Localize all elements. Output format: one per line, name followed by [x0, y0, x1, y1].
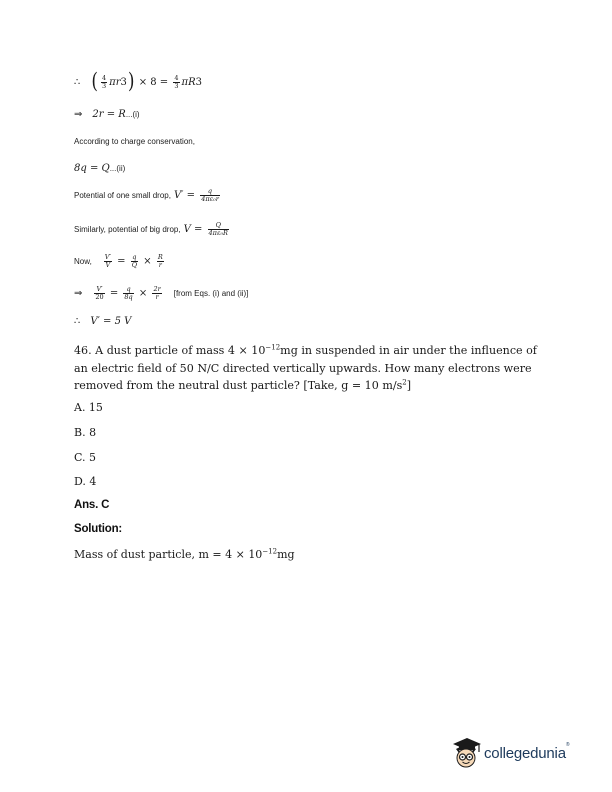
equation-radius: ⇒ 2r = R ...(i) — [74, 109, 140, 120]
implies-symbol: ⇒ — [74, 109, 83, 120]
potential-big-drop: Similarly, potential of big drop, V = $\frac{Q}{\text{4πε₀R}}$ — [74, 221, 228, 237]
result-equation: ∴ V′ = 5 V — [74, 316, 132, 327]
solution-mass-line: Mass of dust particle, $m = 4 \times 10^{-12}mg$ — [74, 547, 295, 561]
equation-charge: 8q = Q ...(ii) — [74, 163, 126, 174]
conservation-statement: According to charge conservation, — [74, 137, 195, 146]
substitution-equation: ⇒ $\frac{V'}{20}$ = $\frac{q}{8q}$ × $\frac{2r}{r}$ [from Eqs. (i) and (ii)] — [74, 285, 249, 301]
answer-label: Ans. C — [74, 499, 110, 511]
ratio-equation: Now, $\frac{V'}{V}$ = $\frac{q}{Q}$ × $\frac{R}{r}$ — [74, 253, 163, 269]
fraction-four-thirds-right: $\frac{4}{3}$ — [174, 74, 179, 90]
solution-heading: Solution: — [74, 523, 123, 535]
question-46: 46. A dust particle of mass $4 \times 10^{-12}mg$ in suspended in air under the influence of an electric field of 50 N/C directed vertically upwards. How many electrons were removed from the neutral dust particle? [Take, g = 10 $m/s^2$] — [74, 343, 537, 392]
graduate-mascot-icon — [450, 735, 482, 771]
therefore-symbol: ∴ — [74, 77, 81, 88]
option-b: B. 8 — [74, 426, 97, 439]
potential-small-drop: Potential of one small drop, V′ = $\frac{q}{\text{4πε₀r}}$ — [74, 187, 219, 203]
equation-volume: ∴ ( $\frac{4}{3}$ πr 3 ) × 8 = $\frac{4}{3}$ πR 3 — [74, 69, 202, 95]
option-d: D. 4 — [74, 475, 97, 488]
option-c: C. 5 — [74, 451, 97, 464]
logo-text: collegedunia® — [484, 741, 570, 762]
option-a: A. 15 — [74, 401, 103, 414]
fraction-four-thirds: $\frac{4}{3}$ — [102, 74, 107, 90]
collegedunia-logo[interactable] — [450, 735, 569, 771]
